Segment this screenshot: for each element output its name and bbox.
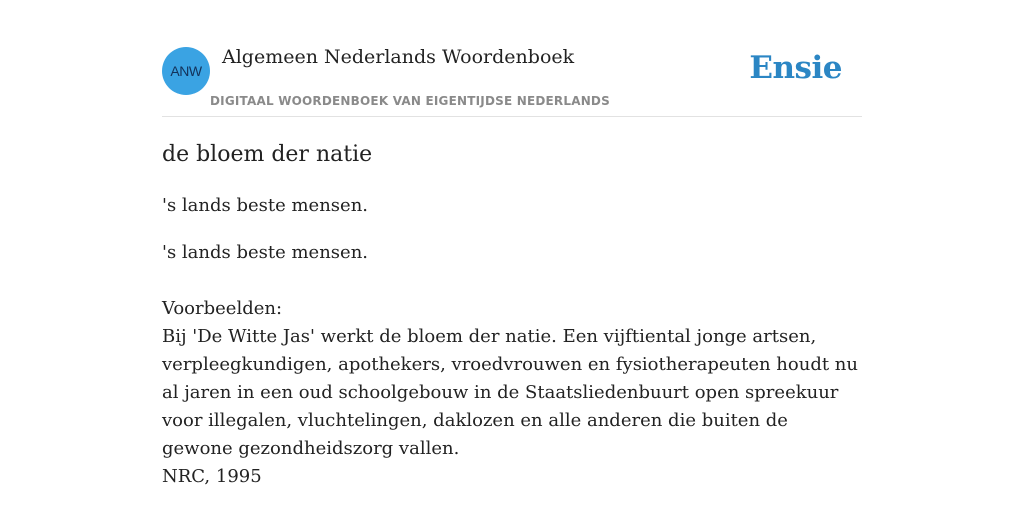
entry-term: de bloem der natie [162, 142, 373, 167]
example-text: Bij 'De Witte Jas' werkt de bloem der natie. Een vijftiental jonge artsen, verpleegkundigen, apothekers, vroedvrouwen en fysiotherapeuten houdt nu al jaren in een oud schoolgebouw in de Staatsliedenbuurt open spreekuur voor illegalen, vluchtelingen, daklozen en alle anderen die buiten de gewone gezondheidszorg vallen. [162, 326, 858, 459]
anw-logo[interactable] [162, 47, 210, 95]
example-source: NRC, 1995 [162, 466, 262, 487]
examples-block [162, 295, 862, 491]
definition: 's lands beste mensen. [162, 195, 369, 216]
site-subtitle: DIGITAAL WOORDENBOEK VAN EIGENTIJDSE NEDERLANDS [210, 94, 610, 108]
definition: 's lands beste mensen. [162, 242, 369, 263]
examples-heading: Voorbeelden: [162, 298, 283, 319]
entry-content [162, 140, 862, 491]
ensie-brand-link[interactable]: Ensie [749, 50, 842, 86]
site-header [162, 0, 862, 117]
site-title[interactable]: Algemeen Nederlands Woordenboek [222, 46, 575, 68]
logo-text: ANW [170, 63, 202, 79]
